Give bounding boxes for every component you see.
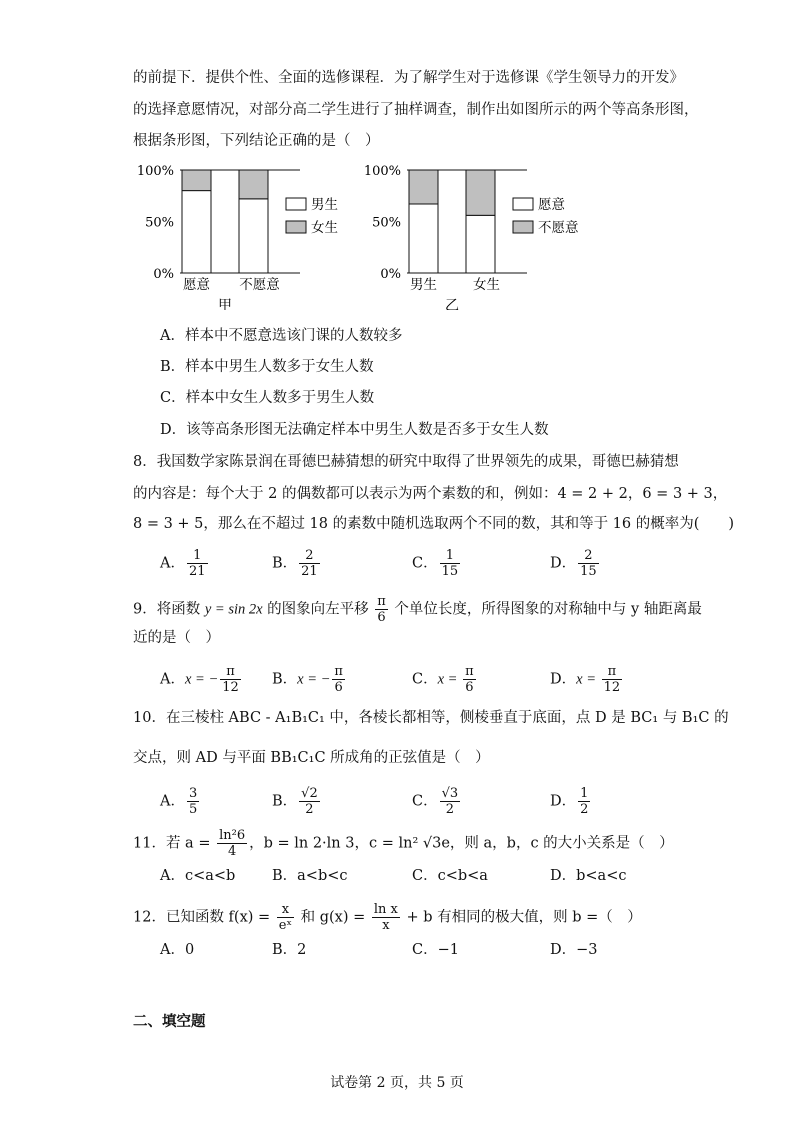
option-lhs: x = − — [184, 671, 219, 688]
q11-option-d — [550, 866, 626, 886]
x-tick-label: 男生 — [410, 277, 437, 293]
q12-g-den: x — [382, 918, 390, 933]
option-fraction-den: 6 — [465, 680, 474, 695]
option-text: D．b<a<c — [550, 868, 627, 884]
option-text: D．−3 — [550, 942, 598, 958]
option-label: D． — [550, 555, 577, 572]
option-lhs: x = — [437, 671, 462, 688]
option-fraction-num: 1 — [580, 786, 589, 801]
legend-label: 不愿意 — [538, 220, 579, 236]
option-label: B． — [272, 555, 298, 572]
option-fraction-num: √3 — [441, 786, 459, 801]
bar-男生 — [239, 199, 268, 273]
bar-不愿意 — [466, 170, 495, 215]
option-fraction-num: π — [220, 664, 241, 680]
option-fraction — [578, 548, 599, 579]
option-fraction — [299, 548, 320, 579]
q9-option-a — [160, 664, 243, 695]
q11-stem — [133, 828, 674, 859]
q8-option-c — [412, 548, 462, 579]
q11-post: ，b = ln 2·ln 3，c = ln² √3e，则 a，b，c 的大小关系是（ ） — [249, 835, 674, 852]
q9-shift-num: π — [377, 594, 386, 609]
chart-jia-svg — [128, 160, 358, 310]
q7-option-c: C．样本中女生人数多于男生人数 — [160, 390, 375, 406]
option-fraction — [332, 664, 345, 695]
option-lhs: x = — [576, 671, 600, 688]
option-label: C． — [412, 793, 438, 810]
y-tick-label: 100% — [363, 164, 401, 179]
y-tick-label: 0% — [153, 267, 174, 282]
option-fraction — [602, 664, 623, 695]
q8-option-b — [272, 548, 322, 579]
option-label: D． — [550, 793, 577, 810]
option-fraction-num: 1 — [440, 548, 461, 564]
option-label: A． — [160, 555, 185, 572]
q11-option-a — [160, 866, 235, 886]
x-tick-label: 愿意 — [183, 277, 210, 293]
q10-option-d — [550, 786, 592, 817]
bar-女生 — [239, 170, 268, 199]
q12-g-fraction — [372, 902, 400, 933]
option-label: D． — [550, 671, 577, 688]
option-fraction — [299, 786, 320, 817]
option-lhs: x = − — [297, 671, 331, 688]
intro-line-1: 的前提下．提供个性、全面的选修课程．为了解学生对于选修课《学生领导力的开发》 — [133, 70, 684, 86]
q12-option-c — [412, 940, 459, 960]
y-tick-label: 100% — [136, 164, 174, 179]
option-label: C． — [412, 671, 438, 688]
q12-f-fraction — [277, 902, 294, 933]
q9-post: 个单位长度，所得图象的对称轴中与 y 轴距离最 — [389, 601, 702, 618]
bar-愿意 — [466, 215, 495, 273]
q10-option-c — [412, 786, 462, 817]
q12-option-a — [160, 940, 194, 960]
option-label: A． — [160, 671, 185, 688]
q11-a-den: 4 — [227, 844, 237, 859]
x-tick-label: 女生 — [473, 277, 500, 293]
q11-a-num: ln²6 — [219, 828, 246, 843]
option-label: B． — [272, 671, 298, 688]
option-fraction-den: 21 — [301, 564, 318, 579]
option-fraction — [463, 664, 476, 695]
chart-caption: 乙 — [445, 298, 459, 310]
q9-pre: 9．将函数 — [133, 601, 205, 618]
q12-post: + b 有相同的极大值，则 b =（ ） — [401, 909, 642, 926]
option-fraction-den: 5 — [188, 802, 198, 817]
q9-line-1 — [133, 594, 702, 625]
q8-line-1: 8．我国数学家陈景润在哥德巴赫猜想的研究中取得了世界领先的成果，哥德巴赫猜想 — [133, 454, 679, 470]
option-fraction-den: 2 — [445, 802, 455, 817]
option-fraction-num: π — [334, 664, 343, 679]
option-fraction-num: π — [602, 664, 623, 680]
q8-line-3: 8 = 3 + 5，那么在不超过 18 的素数中随机选取两个不同的数，其和等于 16 的概率为( ) — [133, 516, 735, 532]
q12-g-num: ln x — [373, 902, 398, 917]
chart-jia — [128, 160, 358, 314]
option-label: C． — [412, 555, 438, 572]
option-fraction — [440, 786, 461, 817]
q9-shift-den: 6 — [377, 610, 386, 625]
q7-option-a: A．样本中不愿意选该门课的人数较多 — [160, 328, 403, 344]
q9-option-d — [550, 664, 624, 695]
q8-option-d — [550, 548, 601, 579]
q10-option-a — [160, 786, 201, 817]
q10-line-1: 10．在三棱柱 ABC - A₁B₁C₁ 中，各棱长都相等，侧棱垂直于底面，点 D 是 BC₁ 与 B₁C 的 — [133, 710, 729, 726]
option-fraction — [187, 786, 199, 817]
q12-option-b — [272, 940, 306, 960]
q11-a-fraction — [217, 828, 247, 859]
q9-shift-fraction — [375, 594, 388, 625]
q12-pre: 12．已知函数 f(x) = — [133, 909, 275, 926]
q10-line-2: 交点，则 AD 与平面 BB₁C₁C 所成角的正弦值是（ ） — [133, 750, 490, 766]
option-fraction-num: √2 — [301, 786, 318, 801]
q8-option-a — [160, 548, 210, 579]
intro-line-2: 的选择意愿情况，对部分高二学生进行了抽样调查，制作出如图所示的两个等高条形图， — [133, 102, 699, 118]
option-fraction-den: 12 — [222, 680, 239, 695]
option-fraction-den: 15 — [580, 564, 597, 579]
legend-label: 女生 — [311, 220, 338, 236]
option-label: B． — [272, 793, 298, 810]
legend-swatch — [513, 198, 533, 210]
option-fraction-den: 12 — [603, 680, 621, 695]
q9-mid: 的图象向左平移 — [262, 601, 374, 618]
q11-option-b — [272, 866, 348, 886]
option-fraction-den: 2 — [305, 802, 314, 817]
q7-option-b: B．样本中男生人数多于女生人数 — [160, 359, 374, 375]
q12-f-num: x — [277, 902, 294, 918]
option-fraction-num: 2 — [578, 548, 599, 564]
option-fraction — [440, 548, 461, 579]
legend-label: 愿意 — [538, 197, 565, 213]
chart-caption: 甲 — [218, 298, 232, 310]
option-fraction — [578, 786, 590, 817]
chart-yi — [355, 160, 595, 314]
option-fraction — [220, 664, 241, 695]
q11-pre: 11．若 a = — [133, 835, 216, 852]
option-label: A． — [160, 793, 185, 810]
option-fraction-num: π — [465, 664, 474, 679]
option-fraction-den: 2 — [580, 802, 589, 817]
chart-yi-svg — [355, 160, 595, 310]
q9-option-c — [412, 664, 478, 695]
option-fraction-den: 6 — [334, 680, 343, 695]
option-text: A．c<a<b — [160, 868, 236, 884]
q9-line-2: 近的是（ ） — [133, 630, 220, 646]
option-fraction-num: 3 — [188, 786, 198, 801]
q12-mid: 和 g(x) = — [296, 909, 370, 926]
option-fraction-den: 15 — [441, 564, 459, 579]
y-tick-label: 50% — [145, 215, 174, 231]
q9-option-b — [272, 664, 347, 695]
y-tick-label: 50% — [372, 215, 401, 231]
option-fraction-num: 2 — [299, 548, 320, 564]
y-tick-label: 0% — [380, 267, 401, 282]
q9-func: y = sin 2x — [204, 601, 263, 618]
section-heading: 二、填空题 — [133, 1014, 206, 1030]
x-tick-label: 不愿意 — [239, 277, 280, 293]
q12-stem — [133, 902, 642, 933]
legend-label: 男生 — [311, 197, 338, 213]
bar-男生 — [182, 191, 211, 273]
option-text: B．a<b<c — [272, 868, 348, 884]
bar-不愿意 — [409, 170, 438, 204]
legend-swatch — [286, 198, 306, 210]
q12-f-den: eˣ — [278, 918, 292, 933]
bar-愿意 — [409, 204, 438, 273]
option-fraction-den: 21 — [188, 564, 206, 579]
q8-line-2: 的内容是：每个大于 2 的偶数都可以表示为两个素数的和，例如：4 = 2 + 2，6 = 3 + 3， — [133, 486, 728, 502]
option-fraction-num: 1 — [187, 548, 208, 564]
q7-option-d: D．该等高条形图无法确定样本中男生人数是否多于女生人数 — [160, 422, 549, 438]
q11-option-c — [412, 866, 488, 886]
q12-option-d — [550, 940, 598, 960]
option-text: C．c<b<a — [412, 868, 488, 884]
option-text: A．0 — [160, 942, 195, 958]
legend-swatch — [286, 221, 306, 233]
intro-line-3: 根据条形图，下列结论正确的是（ ） — [133, 133, 380, 149]
option-fraction — [187, 548, 208, 579]
page-footer: 试卷第 2 页，共 5 页 — [330, 1075, 464, 1091]
option-text: C．−1 — [412, 942, 459, 958]
bar-女生 — [182, 170, 211, 191]
option-text: B．2 — [272, 942, 307, 958]
legend-swatch — [513, 221, 533, 233]
q10-option-b — [272, 786, 322, 817]
